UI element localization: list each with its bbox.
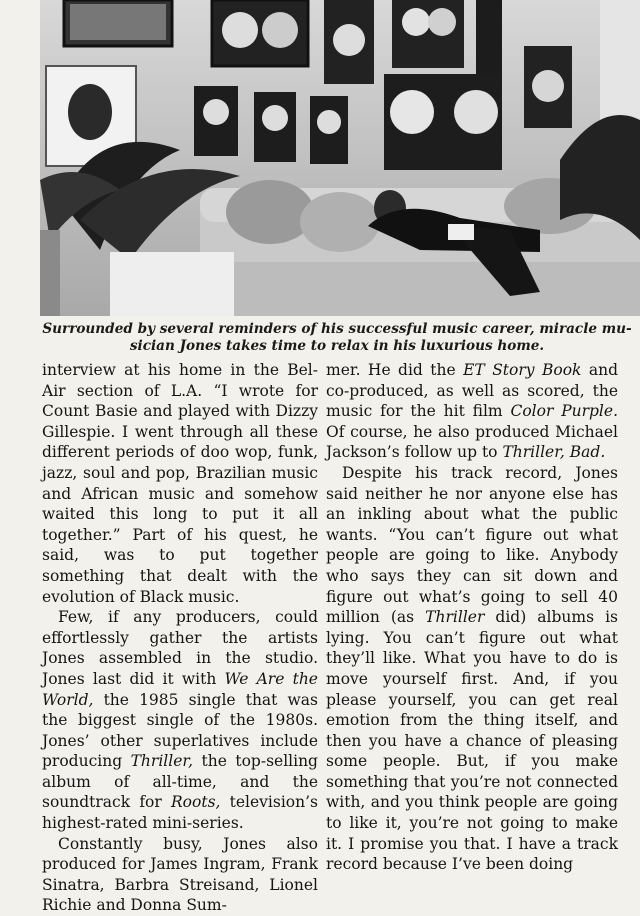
caption-line-2: sician Jones takes time to relax in his luxurious home. (129, 338, 545, 354)
left-p2-title-thriller: Thriller, (130, 752, 194, 771)
right-p1-text-c: Of course, he also produced Michael Jackson’s follow up to (326, 422, 618, 462)
left-p2-text-a: Few, if any producers, could effortlessly gather the artists Jones assembled in the studio. Jones last did it with (42, 608, 318, 688)
left-paragraph-2 (42, 607, 318, 834)
right-paragraph-2 (326, 463, 618, 875)
right-column (326, 360, 618, 875)
photo-icon (40, 0, 640, 316)
right-p1-text-b: and co-produced, as well as scored, the music for the hit film (326, 361, 618, 421)
photo-caption (34, 321, 640, 355)
left-p2-title-we-are-the-world: We Are the World, (42, 669, 318, 709)
left-paragraph-3: Constantly busy, Jones also produced for James Ingram, Frank Sinatra, Barbra Streisand, Lionel Richie and Donna Sum- (42, 834, 318, 915)
caption-line-1: Surrounded by several reminders of his successful music career, miracle mu- (42, 321, 632, 337)
right-p1-title-color-purple: Color Purple. (510, 402, 618, 421)
left-p2-title-roots: Roots, (171, 793, 221, 812)
home-photo (40, 0, 640, 316)
right-p2-text-b: did) albums is lying. You can’t figure out what they’ll like. What you have to do is move yourself first. And, if you please yourself, you can get real emotion from the thing itself, and then you have a chance of pleasing some people. But, if you make something that you’re not connected with, and you think people are going to like it, you’re not going to make it. I promise you that. I have a track record because I’ve been doing (326, 608, 618, 874)
right-paragraph-1 (326, 360, 618, 463)
left-paragraph-1: interview at his home in the Bel-Air section of L.A. “I wrote for Count Basie and played with Dizzy Gillespie. I went through all these different periods of doo wop, funk, jazz, soul and pop, Brazilian music and African music and somehow waited this long to put it all together.” Part of his quest, he said, was to put together something that dealt with the evolution of Black music. (42, 361, 318, 606)
right-p1-title-thriller-bad: Thriller, Bad. (502, 443, 606, 462)
left-column (42, 360, 318, 916)
left-p2-text-b: the 1985 single that was the biggest single of the 1980s. Jones’ other superlatives include producing (42, 690, 318, 771)
right-p1-text-a: mer. He did the (326, 361, 464, 379)
left-p2-text-d: television’s highest-rated mini-series. (42, 793, 318, 833)
right-p1-title-et-story-book: ET Story Book (463, 361, 582, 379)
right-p2-title-thriller: Thriller (425, 608, 485, 627)
right-p2-text-a: Despite his track record, Jones said neither he nor anyone else has an inkling about what the public wants. “You can’t figure out what people are going to like. Anybody who says they can sit down and figure out what’s going to sell 40 million (as (326, 463, 618, 627)
left-p2-text-c: the top-selling album of all-time, and the soundtrack for (42, 752, 318, 812)
